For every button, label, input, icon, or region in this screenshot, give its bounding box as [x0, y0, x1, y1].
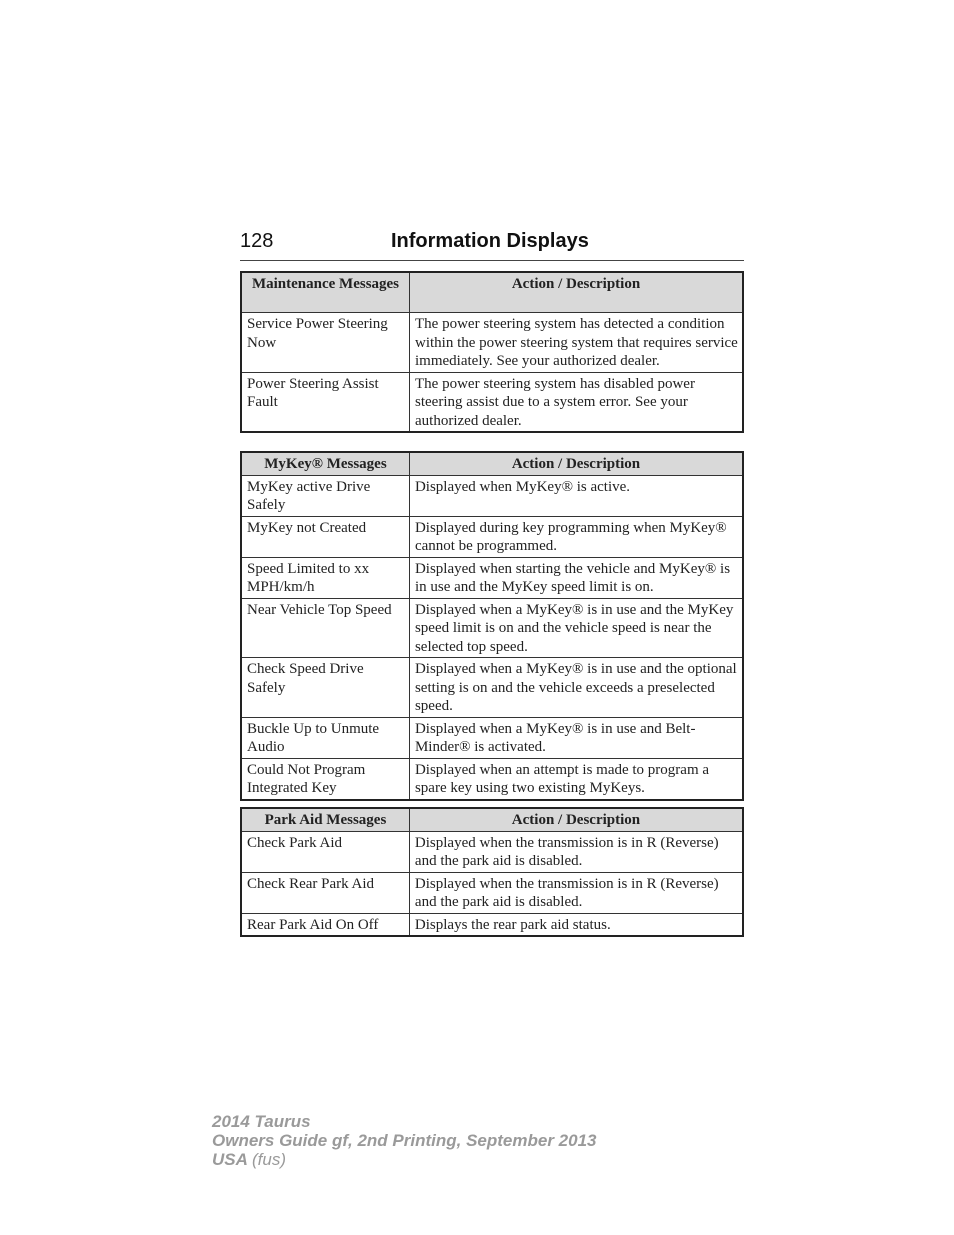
footer-model: 2014 Taurus [212, 1112, 311, 1131]
footer-region: USA [212, 1150, 248, 1169]
message-cell: Could Not Program Integrated Key [241, 758, 409, 800]
description-cell: Displayed when the transmission is in R (Reverse) and the park aid is disabled. [409, 872, 743, 913]
table-row [241, 516, 743, 557]
footer-edition: Owners Guide gf, 2nd Printing, September 2013 [212, 1131, 597, 1150]
message-cell: Check Speed Drive Safely [241, 658, 409, 718]
table-row [241, 475, 743, 516]
column-header-messages: Park Aid Messages [241, 808, 409, 831]
table-row [241, 831, 743, 872]
description-cell: Displayed when the transmission is in R (Reverse) and the park aid is disabled. [409, 831, 743, 872]
mykey-messages-table [240, 451, 744, 801]
table-row [241, 372, 743, 432]
column-header-action: Action / Description [409, 452, 743, 475]
table-row [241, 872, 743, 913]
table-row [241, 758, 743, 800]
page-header [240, 228, 744, 261]
message-cell: Check Rear Park Aid [241, 872, 409, 913]
table-row [241, 913, 743, 936]
table-row [241, 598, 743, 658]
message-cell: MyKey not Created [241, 516, 409, 557]
table-header-row [241, 272, 743, 313]
column-header-action: Action / Description [410, 272, 743, 313]
description-cell: Displays the rear park aid status. [409, 913, 743, 936]
maintenance-messages-table [240, 271, 744, 433]
description-cell: Displayed when a MyKey® is in use and the MyKey speed limit is on and the vehicle speed is near the selected top speed. [409, 598, 743, 658]
message-cell: Speed Limited to xx MPH/km/h [241, 557, 409, 598]
column-header-messages: MyKey® Messages [241, 452, 409, 475]
message-cell: Buckle Up to Unmute Audio [241, 717, 409, 758]
description-cell: The power steering system has disabled power steering assist due to a system error. See your authorized dealer. [410, 372, 743, 432]
table-row [241, 557, 743, 598]
message-cell: Near Vehicle Top Speed [241, 598, 409, 658]
footer-code: (fus) [252, 1150, 286, 1169]
message-cell: Check Park Aid [241, 831, 409, 872]
page-number: 128 [240, 230, 274, 252]
description-cell: The power steering system has detected a condition within the power steering system that requires service immediately. See your authorized dealer. [410, 313, 743, 373]
description-cell: Displayed when a MyKey® is in use and Belt-Minder® is activated. [409, 717, 743, 758]
table-row [241, 313, 743, 373]
description-cell: Displayed during key programming when MyKey® cannot be programmed. [409, 516, 743, 557]
description-cell: Displayed when an attempt is made to program a spare key using two existing MyKeys. [409, 758, 743, 800]
footer-market [212, 1150, 596, 1169]
column-header-action: Action / Description [409, 808, 743, 831]
table-header-row [241, 452, 743, 475]
table-row [241, 717, 743, 758]
description-cell: Displayed when MyKey® is active. [409, 475, 743, 516]
park-aid-messages-table [240, 807, 744, 937]
table-row [241, 658, 743, 718]
page-footer [212, 1112, 596, 1169]
description-cell: Displayed when starting the vehicle and MyKey® is in use and the MyKey speed limit is on. [409, 557, 743, 598]
description-cell: Displayed when a MyKey® is in use and the optional setting is on and the vehicle exceeds a preselected speed. [409, 658, 743, 718]
message-cell: Service Power Steering Now [241, 313, 410, 373]
column-header-messages: Maintenance Messages [241, 272, 410, 313]
table-header-row [241, 808, 743, 831]
message-cell: Power Steering Assist Fault [241, 372, 410, 432]
message-cell: MyKey active Drive Safely [241, 475, 409, 516]
page-title: Information Displays [391, 230, 589, 252]
message-cell: Rear Park Aid On Off [241, 913, 409, 936]
